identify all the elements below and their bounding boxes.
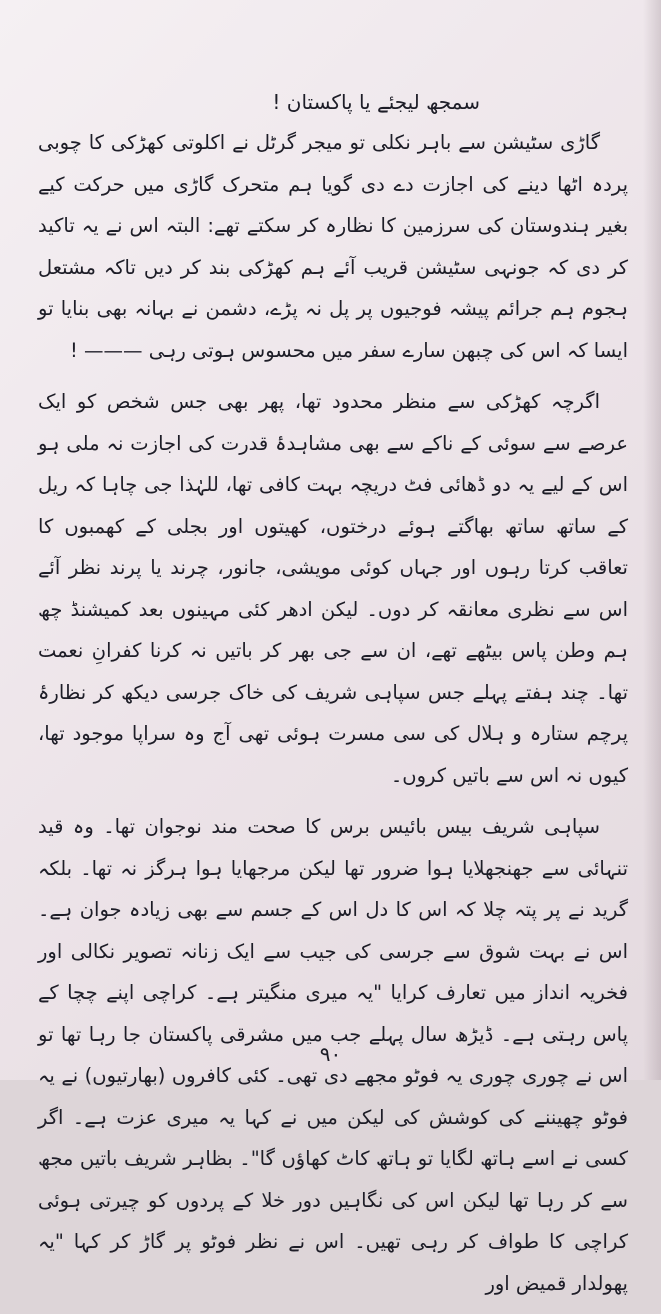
paragraph: سپاہی شریف بیس بائیس برس کا صحت مند نوجوان تھا۔ وہ قید تنہائی سے جھنجھلایا ہوا ضرور تھا لیکن مرجھایا ہوا ہرگز نہ تھا۔ بلکہ گرید نے پر پتہ چلا کہ اس کا دل اس کے جسم سے بھی زیادہ جوان ہے۔ اس نے بہت شوق سے جرسی کی جیب سے ایک زنانہ تصویر نکالی اور فخریہ انداز میں تعارف کرایا "یہ میری منگیتر ہے۔ کراچی اپنے چچا کے پاس رہتی ہے۔ ڈیڑھ سال پہلے جب میں مشرقی پاکستان جا رہا تھا تو اس نے چوری چوری یہ فوٹو مجھے دی تھی۔ کئی کافروں (بھارتیوں) نے یہ فوٹو چھیننے کی کوشش کی لیکن میں نے کہا یہ میری عزت ہے۔ اگر کسی نے اسے ہاتھ لگایا تو ہاتھ کاٹ کھاؤں گا"۔ بظاہر شریف باتیں مجھ سے کر رہا تھا لیکن اس کی نگاہیں دور خلا کے پردوں کو چیرتی ہوئی کراچی کا طواف کر رہی تھیں۔ اس نے نظر فوٹو پر گاڑ کر کہا "یہ پھولدار قمیض اور (38, 815, 628, 1295)
page-text-body (38, 82, 628, 1314)
paragraph: گاڑی سٹیشن سے باہر نکلی تو میجر گرٹل نے اکلوتی کھڑکی کا چوبی پردہ اٹھا دینے کی اجازت دے دی گویا ہم متحرک گاڑی میں حرکت کیے بغیر ہندوستان کی سرزمین کا نظارہ کر سکتے تھے: البتہ اس نے یہ تاکید کر دی کہ جونہی سٹیشن قریب آئے ہم کھڑکی بند کر دیں تاکہ مشتعل ہجوم ہم جرائم پیشہ فوجیوں پر پل نہ پڑے، دشمن نے بہانہ بھی بنایا تو ایسا کہ اس کی چبھن سارے سفر میں محسوس ہوتی رہی ——— ! (38, 131, 628, 362)
section-heading: سمجھ لیجئے یا پاکستان ! (272, 90, 480, 114)
page-edge-shadow (643, 0, 661, 1080)
page-number: ٩٠ (319, 1042, 342, 1066)
paragraph: اگرچہ کھڑکی سے منظر محدود تھا، پھر بھی جس شخص کو ایک عرصے سے سوئی کے ناکے سے بھی مشاہدۂ قدرت کی اجازت نہ ملی ہو اس کے لیے یہ دو ڈھائی فٹ دریچہ بہت کافی تھا، للہٰذا جی چاہا کہ ریل کے ساتھ ساتھ بھاگتے ہوئے درختوں، کھیتوں اور بجلی کے کھمبوں کا تعاقب کرتا رہوں اور جہاں کوئی مویشی، جانور، چرند یا پرند نظر آئے اس سے نظری معانقہ کر دوں۔ لیکن ادھر کئی مہینوں بعد کمیشنڈ چھ ہم وطن پاس بیٹھے تھے، ان سے جی بھر کر باتیں نہ کرنا کفرانِ نعمت تھا۔ چند ہفتے پہلے جس سپاہی شریف کی خاک جرسی دیکھ کر نظارۂ پرچم ستارہ و ہلال کی سی مسرت ہوئی تھی آج وہ سراپا موجود تھا، کیوں نہ اس سے باتیں کروں۔ (38, 390, 628, 787)
